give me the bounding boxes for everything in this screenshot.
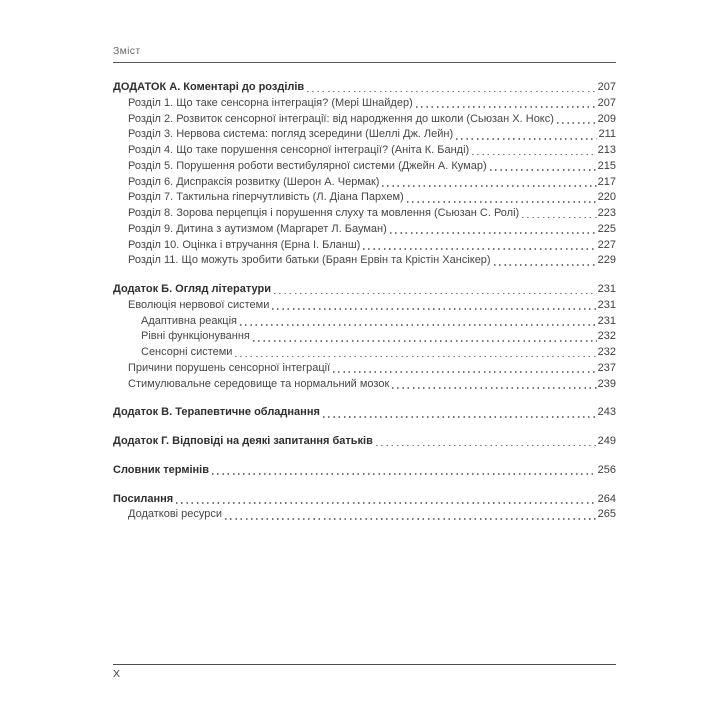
- dot-leader: [392, 387, 596, 389]
- toc-entry: [113, 222, 616, 238]
- toc-entry: [113, 329, 616, 345]
- toc-entry: [113, 190, 616, 206]
- dot-leader: [490, 169, 597, 171]
- toc-entry: [113, 282, 616, 298]
- toc-entry-label: Посилання: [113, 492, 174, 505]
- page-title: Зміст: [113, 45, 141, 57]
- toc-entry-page: 243: [597, 406, 616, 419]
- dot-leader: [235, 356, 596, 358]
- dot-leader: [212, 473, 597, 475]
- book-page: [113, 0, 616, 720]
- toc-entry-label: Додаток В. Терапевтичне обладнання: [113, 406, 320, 419]
- dot-leader: [253, 340, 597, 342]
- footer-rule: [113, 664, 616, 665]
- toc-entry-label: Розділ 4. Що таке порушення сенсорної інтеграції? (Аніта К. Банді): [128, 144, 470, 156]
- dot-leader: [472, 154, 596, 156]
- toc-entry: [113, 405, 616, 421]
- toc-entry: [113, 159, 616, 175]
- toc-entry-page: 215: [597, 159, 616, 172]
- toc-entry-label: Словник термінів: [113, 463, 209, 476]
- toc-entry: [113, 80, 616, 96]
- toc-entry-label: Додаткові ресурси: [128, 508, 223, 521]
- toc-entry: [113, 463, 616, 479]
- toc-entry-label: Рівні функціонування: [141, 330, 250, 343]
- toc-entry-page: 231: [597, 283, 616, 295]
- dot-leader: [272, 308, 596, 310]
- toc-entry: [113, 238, 616, 254]
- toc-entry-page: 264: [597, 492, 616, 505]
- toc-entry-label: Розділ 1. Що таке сенсорна інтеграція? (Мері Шнайдер): [128, 96, 413, 109]
- dot-leader: [382, 185, 596, 187]
- toc-entry: [113, 298, 616, 314]
- dot-leader: [274, 293, 597, 295]
- dot-leader: [390, 232, 597, 234]
- dot-leader: [333, 371, 596, 373]
- toc-entry-label: Розділ 5. Порушення роботи вестибулярної системи (Джейн А. Кумар): [128, 159, 487, 172]
- toc-entry-page: 265: [597, 508, 616, 521]
- running-head: [113, 0, 616, 63]
- dot-leader: [494, 264, 597, 266]
- toc-entry: [113, 377, 616, 393]
- toc-entry: [113, 96, 616, 112]
- toc-entry-page: 229: [597, 254, 616, 267]
- toc-entry-page: 207: [597, 81, 616, 93]
- toc-entry-label: Стимулювальне середовище та нормальний мозок: [128, 377, 390, 390]
- toc-entry: [113, 314, 616, 330]
- toc-entry-label: Еволюція нервової системи: [128, 298, 270, 311]
- toc-entry: [113, 345, 616, 361]
- toc-entry-page: 213: [597, 144, 616, 156]
- toc-entry-page: 223: [597, 207, 616, 219]
- toc-entry-label: Причини порушень сенсорної інтеграції: [128, 361, 331, 374]
- dot-leader: [323, 416, 597, 418]
- toc-entry-page: 239: [597, 377, 616, 390]
- toc-entry: [113, 175, 616, 191]
- toc-entry-label: Сенсорні системи: [141, 346, 233, 358]
- dot-leader: [376, 445, 597, 447]
- toc-entry: [113, 112, 616, 128]
- toc-entry-label: Розділ 9. Дитина з аутизмом (Маргарет Л. Бауман): [128, 222, 387, 235]
- toc-entry-page: 227: [597, 238, 616, 251]
- page-number: X: [113, 668, 121, 680]
- toc-entry-label: Додаток Б. Огляд літератури: [113, 283, 271, 295]
- dot-leader: [416, 106, 597, 108]
- toc-entry: [113, 206, 616, 222]
- toc-entry-page: 209: [597, 112, 616, 125]
- dot-leader: [225, 518, 597, 520]
- toc-entry-page: 207: [597, 96, 616, 109]
- toc-entry: [113, 507, 616, 523]
- toc-entry-page: 225: [597, 222, 616, 235]
- toc-entry-label: ДОДАТОК А. Коментарі до розділів: [113, 81, 305, 93]
- toc-entry-label: Розділ 3. Нервова система: погляд зсередини (Шеллі Дж. Лейн): [128, 128, 454, 141]
- toc-entry-label: Розділ 7. Тактильна гіперчутливість (Л. Діана Пархем): [128, 191, 404, 204]
- page-footer: [113, 664, 616, 680]
- toc-entry-page: 220: [597, 191, 616, 204]
- toc-entry-label: Розділ 10. Оцінка і втручання (Ерна І. Бланш): [128, 238, 361, 251]
- toc-entry-page: 231: [597, 314, 616, 327]
- toc-entry-label: Розділ 8. Зорова перцепція і порушення слуху та мовлення (Сьюзан С. Ролі): [128, 207, 520, 219]
- toc-entry-label: Розділ 2. Розвиток сенсорної інтеграції: від народження до школи (Сьюзан Х. Нокс): [128, 112, 554, 125]
- toc-entry: [113, 127, 616, 143]
- dot-leader: [557, 122, 597, 124]
- dot-leader: [363, 248, 596, 250]
- toc-entry-page: 232: [597, 330, 616, 343]
- toc-entry: [113, 434, 616, 450]
- toc-entry-page: 232: [597, 346, 616, 358]
- toc-entry-page: 211: [598, 128, 616, 141]
- dot-leader: [456, 138, 597, 140]
- toc-entry-page: 237: [597, 361, 616, 374]
- dot-leader: [407, 201, 597, 203]
- toc-entry-page: 217: [597, 175, 616, 188]
- toc-entry-page: 256: [597, 463, 616, 476]
- toc-entry-page: 249: [597, 435, 616, 447]
- dot-leader: [522, 217, 596, 219]
- toc-entry: [113, 361, 616, 377]
- dot-leader: [307, 91, 596, 93]
- toc-entry-page: 231: [597, 298, 616, 311]
- toc-entry: [113, 253, 616, 269]
- toc-entry-label: Адаптивна реакція: [141, 314, 237, 327]
- header-rule: [113, 62, 616, 63]
- toc-entry-label: Розділ 11. Що можуть зробити батьки (Браян Ервін та Крістін Хансікер): [128, 254, 491, 267]
- toc-entry-label: Розділ 6. Диспраксія розвитку (Шерон А. Чермак): [128, 175, 380, 188]
- toc-entry: [113, 143, 616, 159]
- dot-leader: [240, 324, 597, 326]
- toc-entry-label: Додаток Г. Відповіді на деякі запитання батьків: [113, 435, 373, 447]
- table-of-contents: [113, 80, 616, 523]
- toc-entry: [113, 492, 616, 508]
- dot-leader: [176, 502, 596, 504]
